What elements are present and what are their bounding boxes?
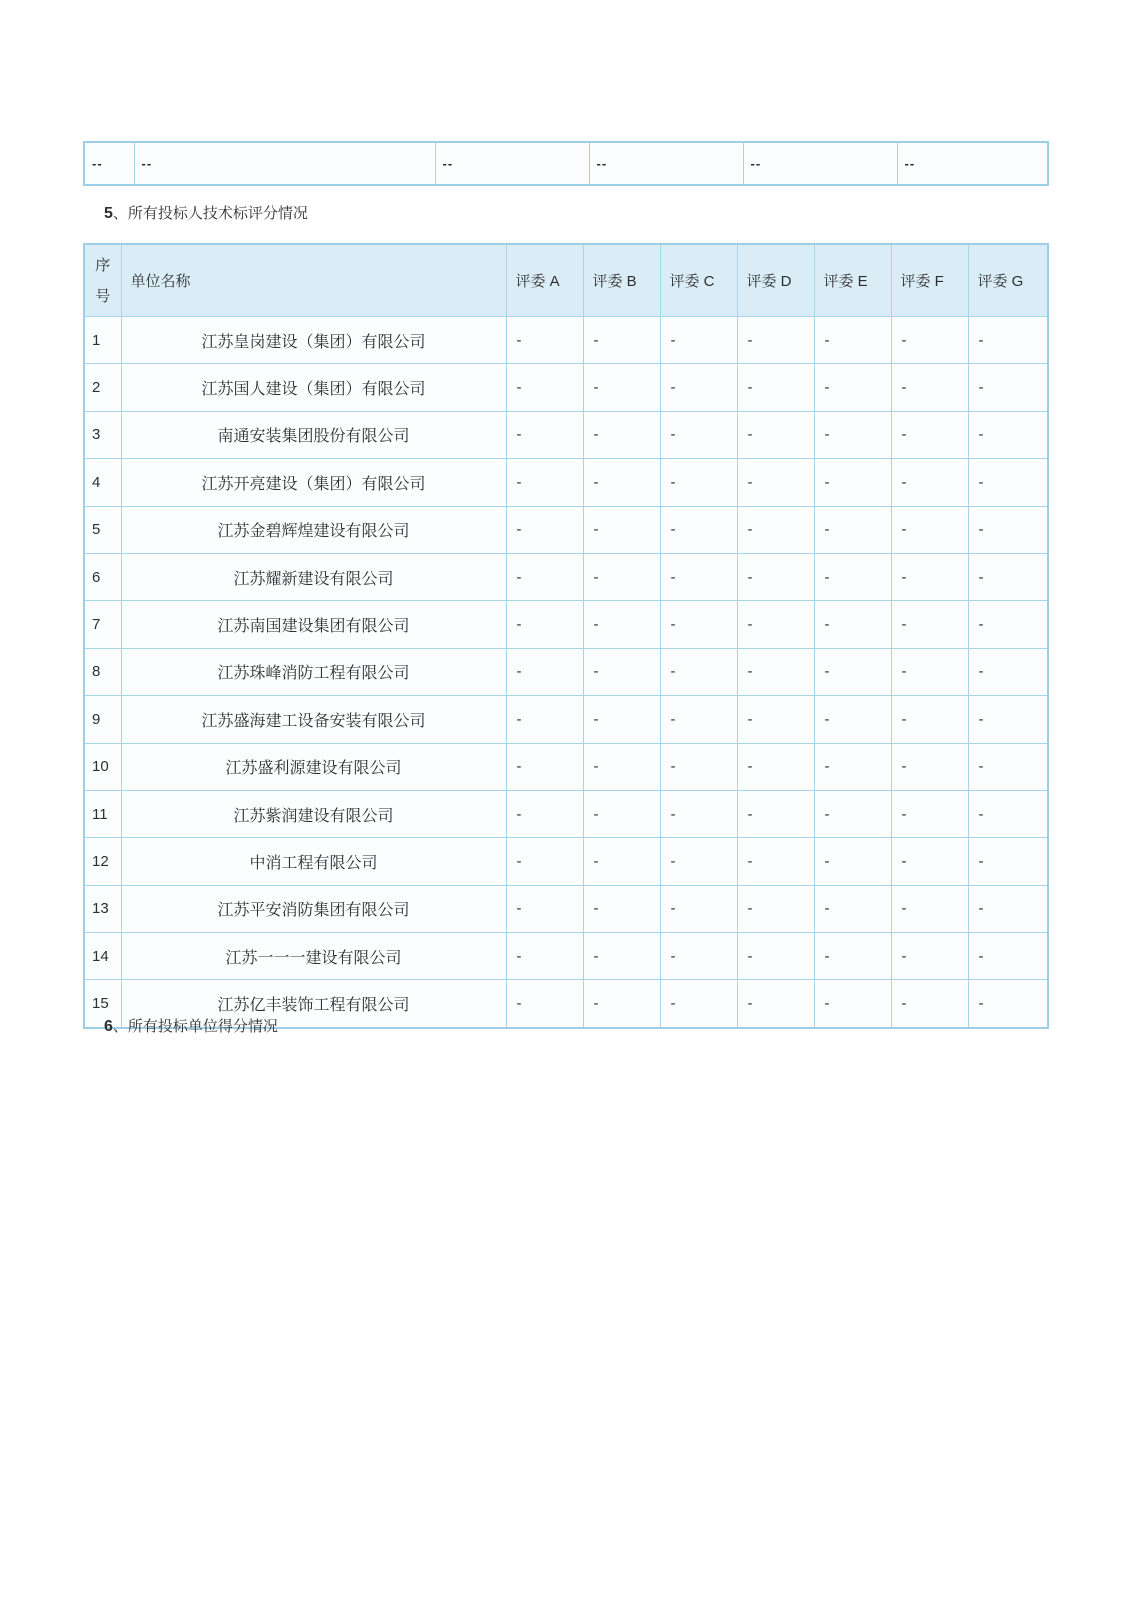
company-name-cell: 江苏南国建设集团有限公司 [121, 601, 506, 648]
table-row [84, 885, 1048, 932]
score-cell: - [737, 790, 814, 837]
seq-cell: 8 [84, 648, 121, 695]
seq-cell: 5 [84, 506, 121, 553]
score-cell: - [891, 933, 968, 980]
score-cell: - [814, 411, 891, 458]
header-judge: 评委 A [506, 244, 583, 317]
score-cell: - [814, 601, 891, 648]
score-cell: - [660, 648, 737, 695]
score-cell: - [968, 980, 1048, 1028]
score-cell: - [891, 980, 968, 1028]
table-row [84, 790, 1048, 837]
score-cell: - [968, 933, 1048, 980]
score-cell: - [583, 553, 660, 600]
top-table-cell: -- [134, 142, 435, 185]
section5-number: 5 [104, 205, 113, 222]
company-name-cell: 江苏紫润建设有限公司 [121, 790, 506, 837]
top-table-cell: -- [897, 142, 1048, 185]
header-judge: 评委 F [891, 244, 968, 317]
header-judge: 评委 G [968, 244, 1048, 317]
score-cell: - [506, 885, 583, 932]
seq-cell: 4 [84, 459, 121, 506]
score-cell: - [660, 411, 737, 458]
seq-cell: 2 [84, 364, 121, 411]
score-cell: - [737, 743, 814, 790]
score-cell: - [660, 506, 737, 553]
score-cell: - [506, 790, 583, 837]
score-cell: - [660, 743, 737, 790]
score-cell: - [891, 790, 968, 837]
score-cell: - [737, 696, 814, 743]
tech-table-header-row [84, 244, 1048, 317]
score-cell: - [506, 601, 583, 648]
company-name-cell: 江苏皇岗建设（集团）有限公司 [121, 317, 506, 364]
score-cell: - [968, 885, 1048, 932]
score-cell: - [660, 696, 737, 743]
company-name-cell: 江苏耀新建设有限公司 [121, 553, 506, 600]
section5-title: 、所有投标人技术标评分情况 [112, 205, 308, 222]
score-cell: - [814, 506, 891, 553]
seq-cell: 11 [84, 790, 121, 837]
company-name-cell: 江苏珠峰消防工程有限公司 [121, 648, 506, 695]
score-cell: - [660, 838, 737, 885]
score-cell: - [814, 364, 891, 411]
score-cell: - [506, 933, 583, 980]
company-name-cell: 江苏盛海建工设备安装有限公司 [121, 696, 506, 743]
score-cell: - [737, 933, 814, 980]
score-cell: - [660, 885, 737, 932]
table-row [84, 553, 1048, 600]
score-cell: - [891, 506, 968, 553]
score-cell: - [583, 743, 660, 790]
score-cell: - [506, 317, 583, 364]
score-cell: - [583, 411, 660, 458]
score-cell: - [968, 743, 1048, 790]
section5-heading [104, 204, 308, 224]
score-cell: - [583, 838, 660, 885]
score-cell: - [660, 317, 737, 364]
score-cell: - [814, 459, 891, 506]
score-cell: - [891, 411, 968, 458]
company-name-cell: 中消工程有限公司 [121, 838, 506, 885]
score-cell: - [968, 648, 1048, 695]
score-cell: - [583, 980, 660, 1028]
company-name-cell: 南通安装集团股份有限公司 [121, 411, 506, 458]
score-cell: - [968, 411, 1048, 458]
score-cell: - [891, 553, 968, 600]
score-cell: - [968, 696, 1048, 743]
score-cell: - [891, 885, 968, 932]
section6-heading [104, 1017, 278, 1037]
score-cell: - [737, 601, 814, 648]
score-cell: - [737, 648, 814, 695]
score-cell: - [891, 459, 968, 506]
score-cell: - [583, 601, 660, 648]
score-cell: - [968, 364, 1048, 411]
score-cell: - [506, 553, 583, 600]
header-judge: 评委 B [583, 244, 660, 317]
seq-cell: 3 [84, 411, 121, 458]
score-cell: - [968, 506, 1048, 553]
score-cell: - [583, 696, 660, 743]
score-cell: - [814, 790, 891, 837]
table-row [84, 317, 1048, 364]
seq-cell: 13 [84, 885, 121, 932]
score-cell: - [506, 459, 583, 506]
company-name-cell: 江苏盛利源建设有限公司 [121, 743, 506, 790]
score-cell: - [891, 838, 968, 885]
score-cell: - [583, 506, 660, 553]
score-cell: - [737, 459, 814, 506]
table-row [84, 506, 1048, 553]
header-judge: 评委 C [660, 244, 737, 317]
seq-cell: 12 [84, 838, 121, 885]
score-cell: - [814, 980, 891, 1028]
score-cell: - [891, 696, 968, 743]
score-cell: - [891, 743, 968, 790]
score-cell: - [506, 648, 583, 695]
table-row [84, 743, 1048, 790]
seq-cell: 6 [84, 553, 121, 600]
score-cell: - [968, 459, 1048, 506]
score-cell: - [814, 838, 891, 885]
score-cell: - [660, 553, 737, 600]
score-cell: - [583, 648, 660, 695]
company-name-cell: 江苏一一一建设有限公司 [121, 933, 506, 980]
score-cell: - [583, 459, 660, 506]
score-cell: - [660, 364, 737, 411]
table-row [84, 838, 1048, 885]
header-seq-line1: 序 [95, 256, 111, 274]
score-cell: - [968, 601, 1048, 648]
score-cell: - [737, 364, 814, 411]
top-table-cell: -- [589, 142, 743, 185]
table-row [84, 411, 1048, 458]
score-cell: - [814, 933, 891, 980]
score-cell: - [583, 364, 660, 411]
table-row [84, 364, 1048, 411]
header-judge: 评委 E [814, 244, 891, 317]
section6-number: 6 [104, 1018, 113, 1035]
header-company-name: 单位名称 [121, 244, 506, 317]
section6-title: 、所有投标单位得分情况 [112, 1018, 278, 1035]
seq-cell: 7 [84, 601, 121, 648]
seq-cell: 9 [84, 696, 121, 743]
score-cell: - [814, 885, 891, 932]
top-table-row [84, 142, 1048, 185]
company-name-cell: 江苏国人建设（集团）有限公司 [121, 364, 506, 411]
seq-cell: 14 [84, 933, 121, 980]
score-cell: - [506, 980, 583, 1028]
table-row [84, 648, 1048, 695]
table-row [84, 459, 1048, 506]
score-cell: - [660, 459, 737, 506]
score-cell: - [506, 838, 583, 885]
score-cell: - [737, 553, 814, 600]
score-cell: - [660, 790, 737, 837]
company-name-cell: 江苏开亮建设（集团）有限公司 [121, 459, 506, 506]
score-cell: - [583, 317, 660, 364]
score-cell: - [814, 696, 891, 743]
score-cell: - [737, 317, 814, 364]
score-cell: - [814, 648, 891, 695]
score-cell: - [660, 980, 737, 1028]
top-table-cell: -- [743, 142, 897, 185]
score-cell: - [583, 790, 660, 837]
score-cell: - [737, 980, 814, 1028]
top-table-cell: -- [84, 142, 134, 185]
table-row [84, 696, 1048, 743]
company-name-cell: 江苏平安消防集团有限公司 [121, 885, 506, 932]
header-seq-line2: 号 [95, 287, 111, 305]
score-cell: - [814, 317, 891, 364]
header-seq [84, 244, 121, 317]
score-cell: - [506, 743, 583, 790]
top-table [83, 141, 1049, 186]
score-cell: - [583, 933, 660, 980]
score-cell: - [506, 411, 583, 458]
score-cell: - [968, 553, 1048, 600]
score-cell: - [737, 411, 814, 458]
score-cell: - [660, 601, 737, 648]
score-cell: - [583, 885, 660, 932]
score-cell: - [737, 506, 814, 553]
score-cell: - [506, 696, 583, 743]
table-row [84, 933, 1048, 980]
company-name-cell: 江苏金碧辉煌建设有限公司 [121, 506, 506, 553]
score-cell: - [814, 743, 891, 790]
header-judge: 评委 D [737, 244, 814, 317]
score-cell: - [506, 364, 583, 411]
seq-cell: 10 [84, 743, 121, 790]
table-row [84, 601, 1048, 648]
tech-score-table [83, 243, 1049, 1029]
score-cell: - [506, 506, 583, 553]
score-cell: - [660, 933, 737, 980]
score-cell: - [814, 553, 891, 600]
score-cell: - [891, 364, 968, 411]
score-cell: - [891, 317, 968, 364]
score-cell: - [737, 838, 814, 885]
score-cell: - [968, 790, 1048, 837]
company-name-cell: 江苏亿丰装饰工程有限公司 [121, 980, 506, 1028]
score-cell: - [968, 317, 1048, 364]
score-cell: - [891, 601, 968, 648]
score-cell: - [891, 648, 968, 695]
score-cell: - [737, 885, 814, 932]
seq-cell: 1 [84, 317, 121, 364]
top-table-cell: -- [435, 142, 589, 185]
seq-cell: 15 [84, 980, 121, 1028]
score-cell: - [968, 838, 1048, 885]
